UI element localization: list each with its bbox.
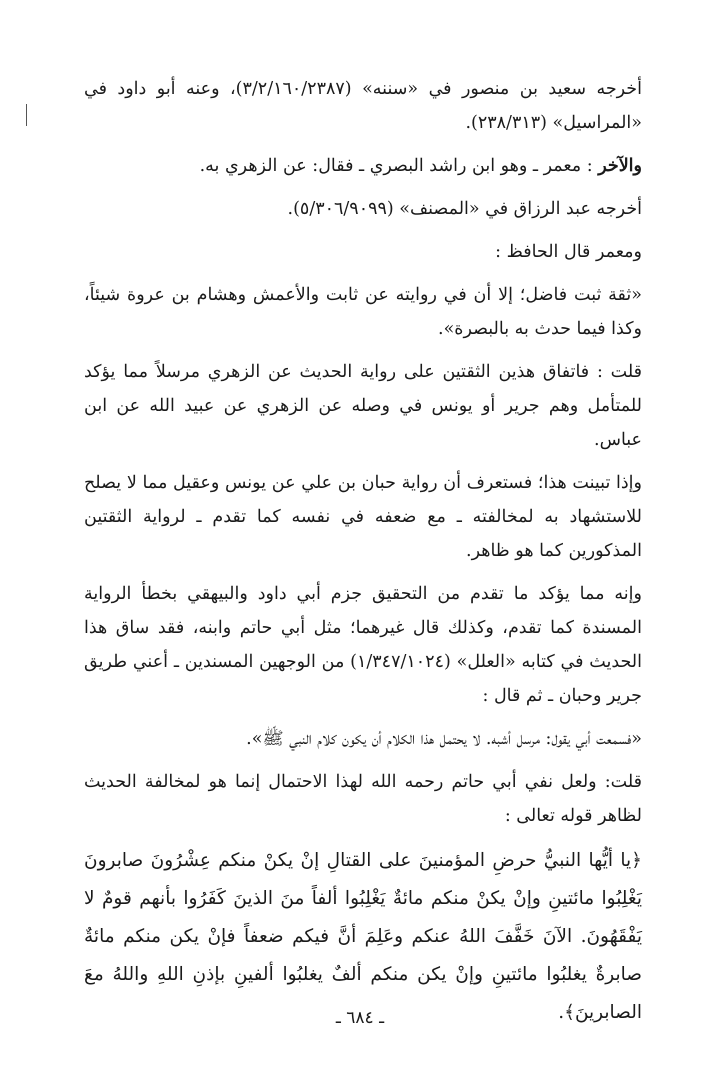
paragraph-10-text: قلت: ولعل نفي أبي حاتم رحمه الله لهذا الاحتمال إنما هو لمخالفة الحديث لظاهر قوله تعالى : [84, 772, 642, 826]
paragraph-5-text: «ثقة ثبت فاضل؛ إلا أن في روايته عن ثابت والأعمش وهشام بن عروة شيئاً، وكذا فيما حدث به بالبصرة». [84, 285, 642, 339]
quran-verse-text: ﴿يا أيُّها النبيُّ حرضِ المؤمنينَ على القتالِ إنْ يكنْ منكم عِشْرُونَ صابرونَ يَغْلِبُوا مائتينِ وإنْ يكنْ منكم مائةٌ يَغْلِبُوا ألفاً منَ الذينَ كَفَرُوا بأنهم قومٌ لا يَفْقَهُونَ. الآنَ خَفَّفَ اللهُ عنكم وعَلِمَ أنَّ فيكم ضعفاً فإنْ يكن منكم مائةٌ صابرةٌ يغلبُوا مائتينِ وإنْ يكن منكم ألفٌ يغلبُوا ألفينِ بإذنِ اللهِ واللهُ معَ الصابرينَ﴾. [84, 850, 642, 1023]
paragraph-5 [84, 278, 642, 346]
paragraph-6 [84, 355, 642, 457]
paragraph-2-lead: والآخر [598, 156, 642, 176]
paragraph-4-text: ومعمر قال الحافظ : [495, 242, 642, 262]
paragraph-4 [84, 235, 642, 269]
paragraph-6-text: قلت : فاتفاق هذين الثقتين على رواية الحديث عن الزهري مرسلاً مما يؤكد للمتأمل وهم جرير أو يونس في وصله عن الزهري عن عبيد الله عن ابن عباس. [84, 362, 642, 450]
paragraph-7-text: وإذا تبينت هذا؛ فستعرف أن رواية حبان بن علي عن يونس وعقيل مما لا يصلح للاستشهاد به لمخالفته ـ مع ضعفه في نفسه كما تقدم ـ لرواية الثقتين المذكورين كما هو ظاهر. [84, 473, 642, 561]
paragraph-2-text: : معمر ـ وهو ابن راشد البصري ـ فقال: عن الزهري به. [199, 156, 593, 176]
paragraph-7 [84, 466, 642, 568]
paragraph-2 [84, 149, 642, 183]
paragraph-8-text: وإنه مما يؤكد ما تقدم من التحقيق جزم أبي داود والبيهقي بخطأ الرواية المسندة كما تقدم، وكذلك قال غيرهما؛ مثل أبي حاتم وابنه، فقد ساق هذا الحديث في كتابه «العلل» (١/٣٤٧/١٠٢٤) من الوجهين المسندين ـ أعني طريق جرير وحبان ـ ثم قال : [84, 584, 642, 706]
page-number: ـ ٦٨٤ ـ [335, 1008, 385, 1028]
paragraph-8 [84, 577, 642, 713]
paragraph-9 [84, 722, 642, 756]
paragraph-9-text: «فسمعت أبي يقول: مرسل أشبه. لا يحتمل هذا الكلام أن يكون كلام النبي ﷺ». [246, 729, 642, 749]
paragraph-1 [84, 72, 642, 140]
paragraph-3-text: أخرجه عبد الرزاق في «المصنف» (٥/٣٠٦/٩٠٩٩). [287, 199, 642, 219]
quran-verse [84, 842, 642, 1032]
paragraph-1-text: أخرجه سعيد بن منصور في «سننه» (٣/٢/١٦٠/٢٣٨٧)، وعنه أبو داود في «المراسيل» (٢٣٨/٣١٣). [84, 79, 642, 133]
paragraph-3 [84, 192, 642, 226]
margin-mark [26, 104, 27, 126]
paragraph-10 [84, 765, 642, 833]
